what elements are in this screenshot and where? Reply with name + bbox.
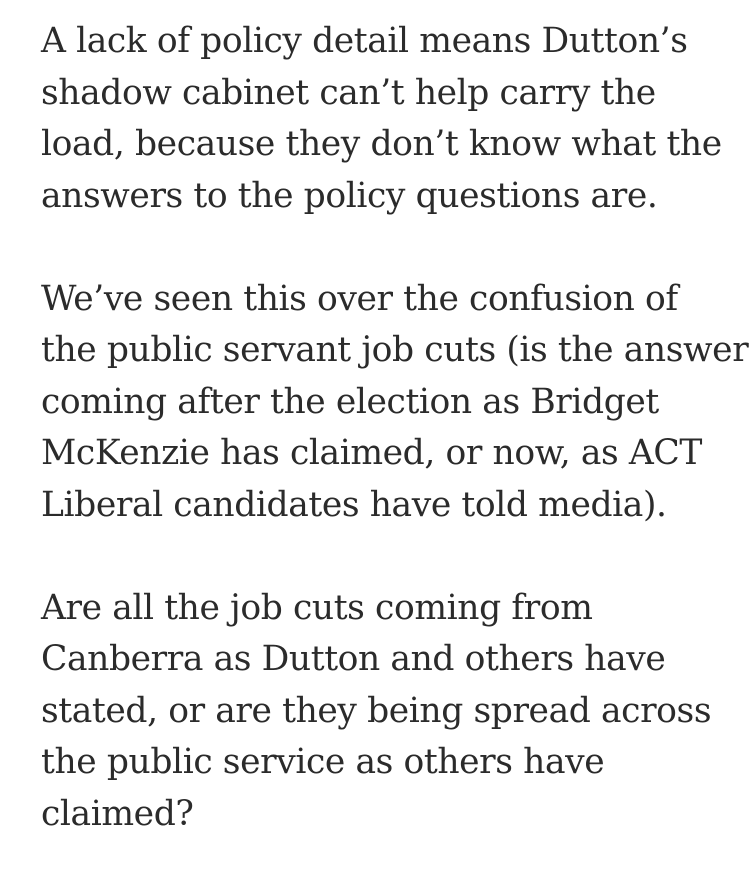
article-body (41, 16, 749, 892)
text-line: McKenzie has claimed, or now, as ACT (41, 433, 703, 473)
text-line: coming after the election as Bridget (41, 381, 659, 422)
text-line: claimed? (41, 793, 194, 834)
text-line: the public service as others have (41, 742, 605, 782)
paragraph-job-cuts-confusion (41, 274, 749, 532)
paragraph-canberra-question (41, 583, 731, 841)
text-line: A lack of policy detail means Dutton’s (41, 21, 688, 61)
text-line: stated, or are they being spread across (41, 690, 712, 731)
text-line: Canberra as Dutton and others have (41, 639, 666, 679)
text-line: We’ve seen this over the confusion of (41, 278, 678, 319)
paragraph-policy-detail (41, 16, 731, 222)
text-line: the public servant job cuts (is the answer (41, 330, 749, 370)
text-line: Are all the job cuts coming from (41, 587, 593, 628)
text-line: Liberal candidates have told media). (41, 484, 667, 525)
text-line: shadow cabinet can’t help carry the (41, 72, 656, 113)
text-line: load, because they don’t know what the (41, 124, 722, 164)
text-line: answers to the policy questions are. (41, 175, 658, 216)
